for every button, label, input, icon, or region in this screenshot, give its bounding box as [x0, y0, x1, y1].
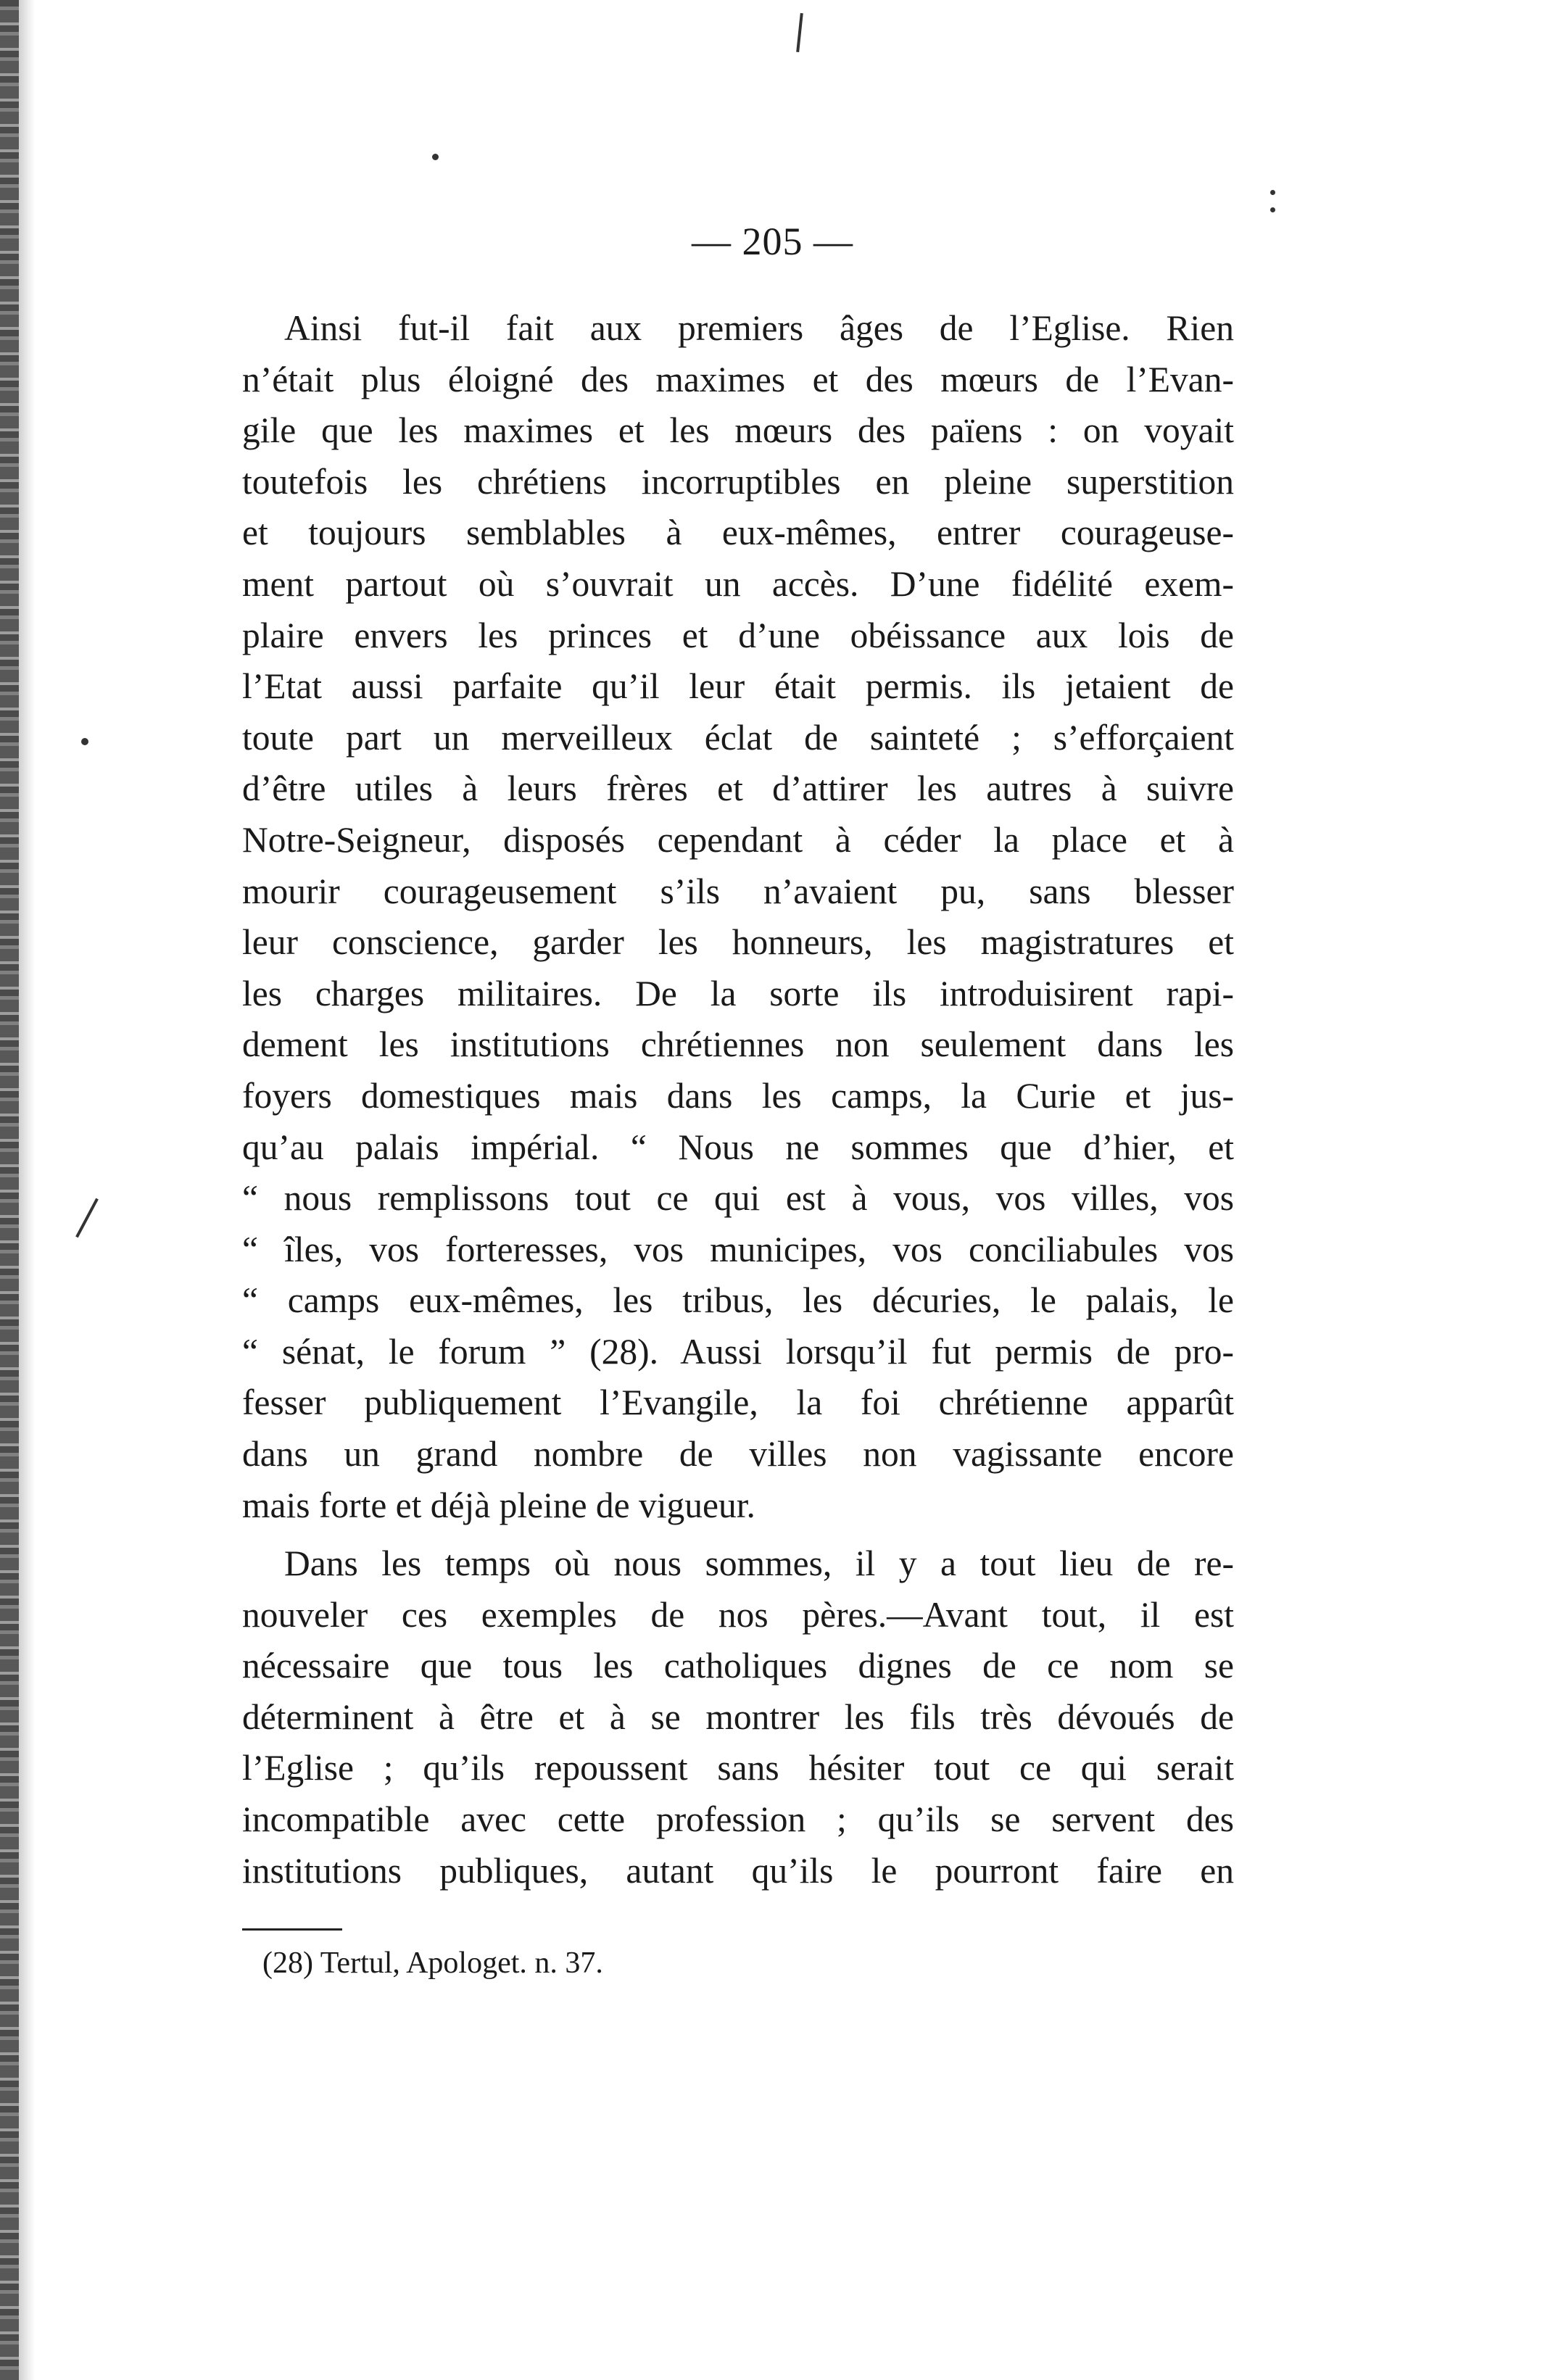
- text-line: n’était plus éloigné des maximes et des mœurs de l’Evan-: [242, 359, 1234, 399]
- text-line: toutefois les chrétiens incorruptibles en pleine superstition: [242, 461, 1234, 502]
- page-edge-shadow: [19, 0, 35, 2380]
- text-line: “ îles, vos forteresses, vos municipes, vos conciliabules vos: [242, 1229, 1234, 1269]
- text-line: et toujours semblables à eux-mêmes, entrer courageuse-: [242, 513, 1234, 553]
- stray-mark: [1270, 207, 1275, 212]
- text-line: Notre-Seigneur, disposés cependant à céder la place et à: [242, 819, 1234, 860]
- text-line: mais forte et déjà pleine de vigueur.: [242, 1485, 755, 1525]
- text-line: “ sénat, le forum ” (28). Aussi lorsqu’il fut permis de pro-: [242, 1331, 1234, 1372]
- page-number: — 205 —: [692, 220, 853, 263]
- text-line: institutions publiques, autant qu’ils le pourront faire en: [242, 1850, 1234, 1891]
- text-line: Dans les temps où nous sommes, il y a tout lieu de re-: [284, 1543, 1234, 1583]
- text-line: fesser publiquement l’Evangile, la foi chrétienne apparût: [242, 1382, 1234, 1423]
- text-line: mourir courageusement s’ils n’avaient pu, sans blesser: [242, 871, 1234, 911]
- text-line: l’Etat aussi parfaite qu’il leur était permis. ils jetaient de: [242, 666, 1234, 707]
- text-line: leur conscience, garder les honneurs, les magistratures et: [242, 922, 1234, 963]
- paragraph-2: [242, 1538, 1234, 1896]
- text-line: d’être utiles à leurs frères et d’attirer les autres à suivre: [242, 768, 1234, 809]
- text-line: “ nous remplissons tout ce qui est à vous, vos villes, vos: [242, 1178, 1234, 1219]
- text-line: l’Eglise ; qu’ils repoussent sans hésiter tout ce qui serait: [242, 1748, 1234, 1788]
- text-line: plaire envers les princes et d’une obéissance aux lois de: [242, 615, 1234, 655]
- text-line: nouveler ces exemples de nos pères.—Avant tout, il est: [242, 1594, 1234, 1635]
- paragraph-1: [242, 303, 1234, 1531]
- text-line: déterminent à être et à se montrer les fils très dévoués de: [242, 1696, 1234, 1737]
- text-line: foyers domestiques mais dans les camps, la Curie et jus-: [242, 1075, 1234, 1116]
- text-line: dement les institutions chrétiennes non seulement dans les: [242, 1024, 1234, 1065]
- text-line: “ camps eux-mêmes, les tribus, les décuries, le palais, le: [242, 1280, 1234, 1321]
- stray-mark: [75, 1198, 99, 1238]
- stray-mark: [432, 154, 439, 160]
- text-line: nécessaire que tous les catholiques dignes de ce nom se: [242, 1646, 1234, 1686]
- text-line: toute part un merveilleux éclat de sainteté ; s’efforçaient: [242, 717, 1234, 758]
- footnote: (28) Tertul, Apologet. n. 37.: [262, 1946, 603, 1980]
- stray-mark: [1270, 190, 1275, 195]
- text-line: dans un grand nombre de villes non vagissante encore: [242, 1434, 1234, 1475]
- text-line: les charges militaires. De la sorte ils introduisirent rapi-: [242, 973, 1234, 1013]
- text-line: gile que les maximes et les mœurs des païens : on voyait: [242, 410, 1234, 451]
- text-line: incompatible avec cette profession ; qu’ils se servent des: [242, 1799, 1234, 1839]
- footnote-rule: [242, 1928, 342, 1931]
- stray-mark: [81, 738, 88, 745]
- text-line: qu’au palais impérial. “ Nous ne sommes que d’hier, et: [242, 1127, 1234, 1167]
- stray-mark: [796, 13, 803, 52]
- text-line: Ainsi fut-il fait aux premiers âges de l’Eglise. Rien: [284, 308, 1234, 348]
- text-line: ment partout où s’ouvrait un accès. D’une fidélité exem-: [242, 563, 1234, 604]
- page-binding-edge: [0, 0, 19, 2380]
